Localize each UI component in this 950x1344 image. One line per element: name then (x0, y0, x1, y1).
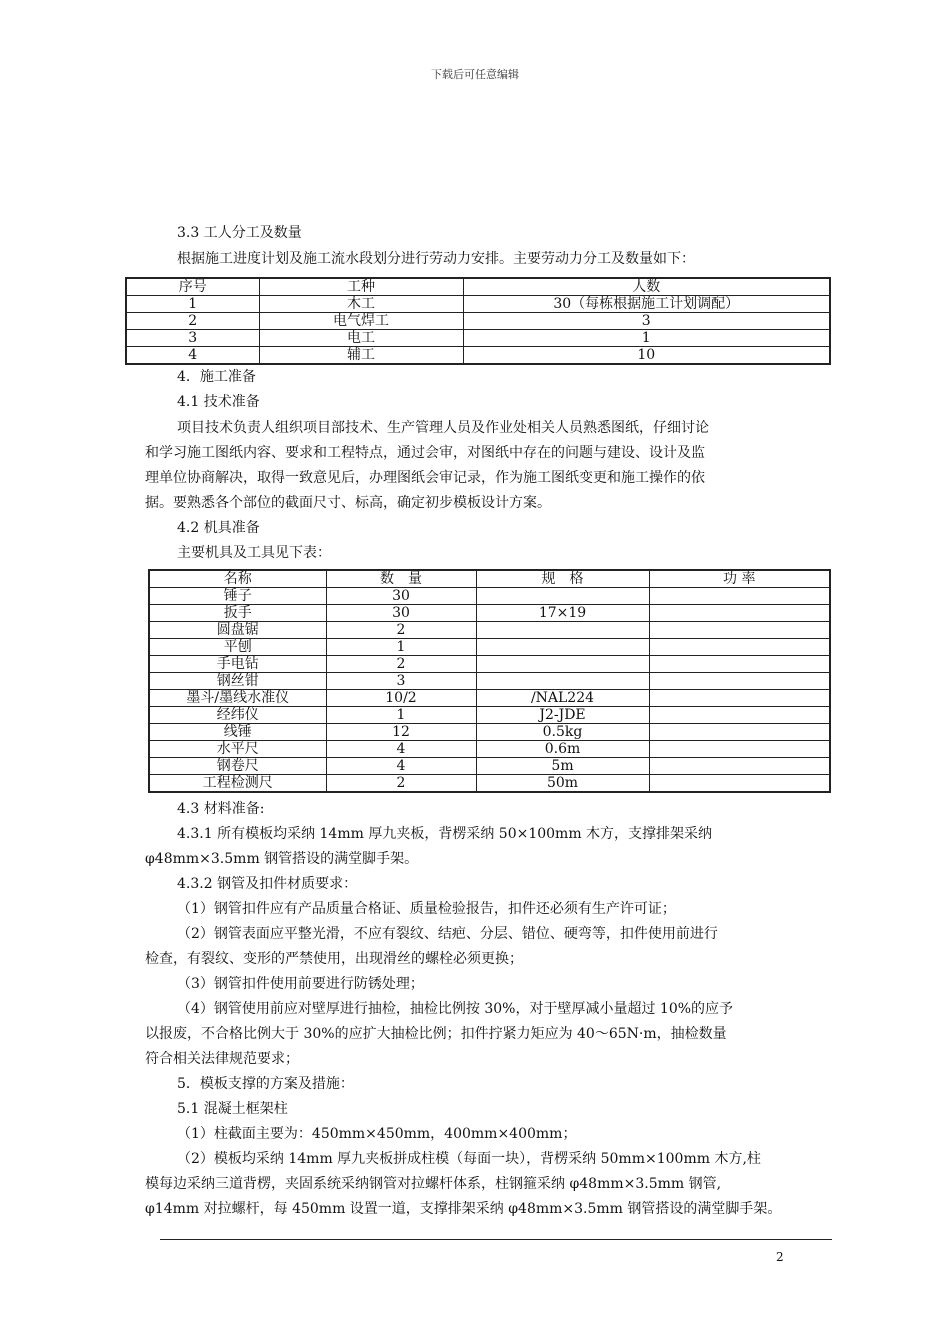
table-cell (649, 656, 830, 673)
paragraph-line: 项目技术负责人组织项目部技术、生产管理人员及作业处相关人员熟悉图纸，仔细讨论 (177, 420, 709, 436)
table-cell (476, 673, 649, 690)
table-cell: 木工 (259, 296, 463, 313)
table-cell: 1 (326, 639, 476, 656)
table-cell (476, 656, 649, 673)
table-row (126, 296, 830, 313)
paragraph-line: 据。要熟悉各个部位的截面尺寸、标高，确定初步模板设计方案。 (145, 495, 551, 511)
labor-table (125, 277, 831, 365)
table-cell: 线锤 (149, 724, 326, 741)
table-cell: 锤子 (149, 588, 326, 605)
table-header-cell: 工种 (259, 278, 463, 296)
table-cell: 30 (326, 605, 476, 622)
table-row (149, 707, 830, 724)
page-header: 下载后可任意编辑 (431, 68, 519, 81)
section-4-title: 4．施工准备 (177, 369, 256, 385)
table-cell: 4 (126, 347, 259, 365)
table-header-cell: 数 量 (326, 570, 476, 588)
section-4-2-intro: 主要机具及工具见下表： (177, 545, 331, 561)
paragraph-line: 以报废，不合格比例大于 30%的应扩大抽检比例；扣件拧紧力矩应为 40～65N·m，抽检数量 (145, 1026, 727, 1042)
table-cell: 5m (476, 758, 649, 775)
table-cell: /NAL224 (476, 690, 649, 707)
table-cell (649, 690, 830, 707)
table-cell: 0.6m (476, 741, 649, 758)
table-cell (476, 588, 649, 605)
table-row (126, 313, 830, 330)
table-row (149, 741, 830, 758)
table-cell: 2 (326, 775, 476, 793)
table-cell: 50m (476, 775, 649, 793)
table-cell (649, 605, 830, 622)
table-cell: 1 (326, 707, 476, 724)
section-4-3-2-title: 4.3.2 钢管及扣件材质要求： (177, 876, 358, 892)
section-4-1-title: 4.1 技术准备 (177, 394, 260, 410)
table-cell: 0.5kg (476, 724, 649, 741)
table-cell (649, 758, 830, 775)
table-row (149, 588, 830, 605)
paragraph-line: 理单位协商解决，取得一致意见后，办理图纸会审记录，作为施工图纸变更和施工操作的依 (145, 470, 705, 486)
table-row (149, 758, 830, 775)
table-cell: 30（每栋根据施工计划调配） (463, 296, 830, 313)
table-cell (649, 588, 830, 605)
table-cell: 3 (126, 330, 259, 347)
table-cell (476, 639, 649, 656)
table-header-cell: 序号 (126, 278, 259, 296)
table-cell (649, 707, 830, 724)
table-row (149, 622, 830, 639)
paragraph-line: （2）模板均采纳 14mm 厚九夹板拼成柱模（每面一块），背楞采纳 50mm×100mm 木方,柱 (177, 1151, 761, 1167)
paragraph-line: 模每边采纳三道背楞，夹固系统采纳钢管对拉螺杆体系，柱钢箍采纳 φ48mm×3.5mm 钢管, (145, 1176, 722, 1192)
table-row (149, 639, 830, 656)
table-cell: 10 (463, 347, 830, 365)
table-header-row (149, 570, 830, 588)
table-row (149, 605, 830, 622)
table-cell: 手电钻 (149, 656, 326, 673)
table-cell: 17×19 (476, 605, 649, 622)
table-cell: 10/2 (326, 690, 476, 707)
table-cell: 电工 (259, 330, 463, 347)
paragraph-line: （1）钢管扣件应有产品质量合格证、质量检验报告，扣件还必须有生产许可证； (177, 901, 676, 917)
table-row (149, 656, 830, 673)
table-cell (649, 622, 830, 639)
table-cell: 辅工 (259, 347, 463, 365)
table-row (149, 775, 830, 793)
tools-table (148, 569, 831, 793)
page-number: 2 (776, 1250, 784, 1264)
table-header-cell: 功 率 (649, 570, 830, 588)
paragraph-line: （2）钢管表面应平整光滑，不应有裂纹、结疤、分层、错位、硬弯等，扣件使用前进行 (177, 926, 718, 942)
table-cell (649, 639, 830, 656)
section-5-title: 5．模板支撑的方案及措施： (177, 1076, 354, 1092)
table-cell (649, 775, 830, 793)
paragraph-line: 4.3.1 所有模板均采纳 14mm 厚九夹板，背楞采纳 50×100mm 木方，支撑排架采纳 (177, 826, 713, 842)
table-row (149, 724, 830, 741)
section-4-3-title: 4.3 材料准备: (177, 801, 265, 817)
table-cell (476, 622, 649, 639)
table-cell: 4 (326, 758, 476, 775)
paragraph-line: 符合相关法律规范要求； (145, 1051, 299, 1067)
table-cell: 电气焊工 (259, 313, 463, 330)
section-5-1-title: 5.1 混凝土框架柱 (177, 1101, 288, 1117)
paragraph-line: （4）钢管使用前应对壁厚进行抽检，抽检比例按 30%，对于壁厚减小量超过 10%的应予 (177, 1001, 734, 1017)
table-row (149, 690, 830, 707)
paragraph-line: φ14mm 对拉螺杆，每 450mm 设置一道，支撑排架采纳 φ48mm×3.5mm 钢管搭设的满堂脚手架。 (145, 1201, 782, 1217)
table-row (126, 347, 830, 365)
section-3-3-intro: 根据施工进度计划及施工流水段划分进行劳动力安排。主要劳动力分工及数量如下： (177, 251, 695, 267)
table-cell: 3 (463, 313, 830, 330)
paragraph-line: φ48mm×3.5mm 钢管搭设的满堂脚手架。 (145, 851, 419, 867)
table-cell (649, 741, 830, 758)
table-header-cell: 名称 (149, 570, 326, 588)
table-row (149, 673, 830, 690)
table-cell: 12 (326, 724, 476, 741)
table-header-cell: 人数 (463, 278, 830, 296)
table-cell: 圆盘锯 (149, 622, 326, 639)
paragraph-line: 检查，有裂纹、变形的严禁使用，出现滑丝的螺栓必须更换； (145, 951, 523, 967)
paragraph-line: （1）柱截面主要为：450mm×450mm，400mm×400mm； (177, 1126, 577, 1142)
footer-divider (160, 1239, 832, 1240)
table-cell: 1 (463, 330, 830, 347)
table-cell: 3 (326, 673, 476, 690)
table-row (126, 330, 830, 347)
table-cell: 2 (126, 313, 259, 330)
table-cell: 2 (326, 656, 476, 673)
table-cell: 1 (126, 296, 259, 313)
table-cell: 墨斗/墨线水准仪 (149, 690, 326, 707)
table-cell: 平刨 (149, 639, 326, 656)
table-cell: 2 (326, 622, 476, 639)
section-4-2-title: 4.2 机具准备 (177, 520, 260, 536)
section-3-3-title: 3.3 工人分工及数量 (177, 225, 302, 241)
paragraph-line: （3）钢管扣件使用前要进行防锈处理； (177, 976, 424, 992)
table-cell: 经纬仪 (149, 707, 326, 724)
table-cell (649, 673, 830, 690)
table-cell: 水平尺 (149, 741, 326, 758)
table-cell: 工程检测尺 (149, 775, 326, 793)
table-cell: 扳手 (149, 605, 326, 622)
table-cell: 钢卷尺 (149, 758, 326, 775)
table-cell (649, 724, 830, 741)
table-cell: 30 (326, 588, 476, 605)
table-cell: 4 (326, 741, 476, 758)
table-cell: J2-JDE (476, 707, 649, 724)
table-header-row (126, 278, 830, 296)
table-cell: 钢丝钳 (149, 673, 326, 690)
table-header-cell: 规 格 (476, 570, 649, 588)
paragraph-line: 和学习施工图纸内容、要求和工程特点，通过会审，对图纸中存在的问题与建设、设计及监 (145, 445, 705, 461)
